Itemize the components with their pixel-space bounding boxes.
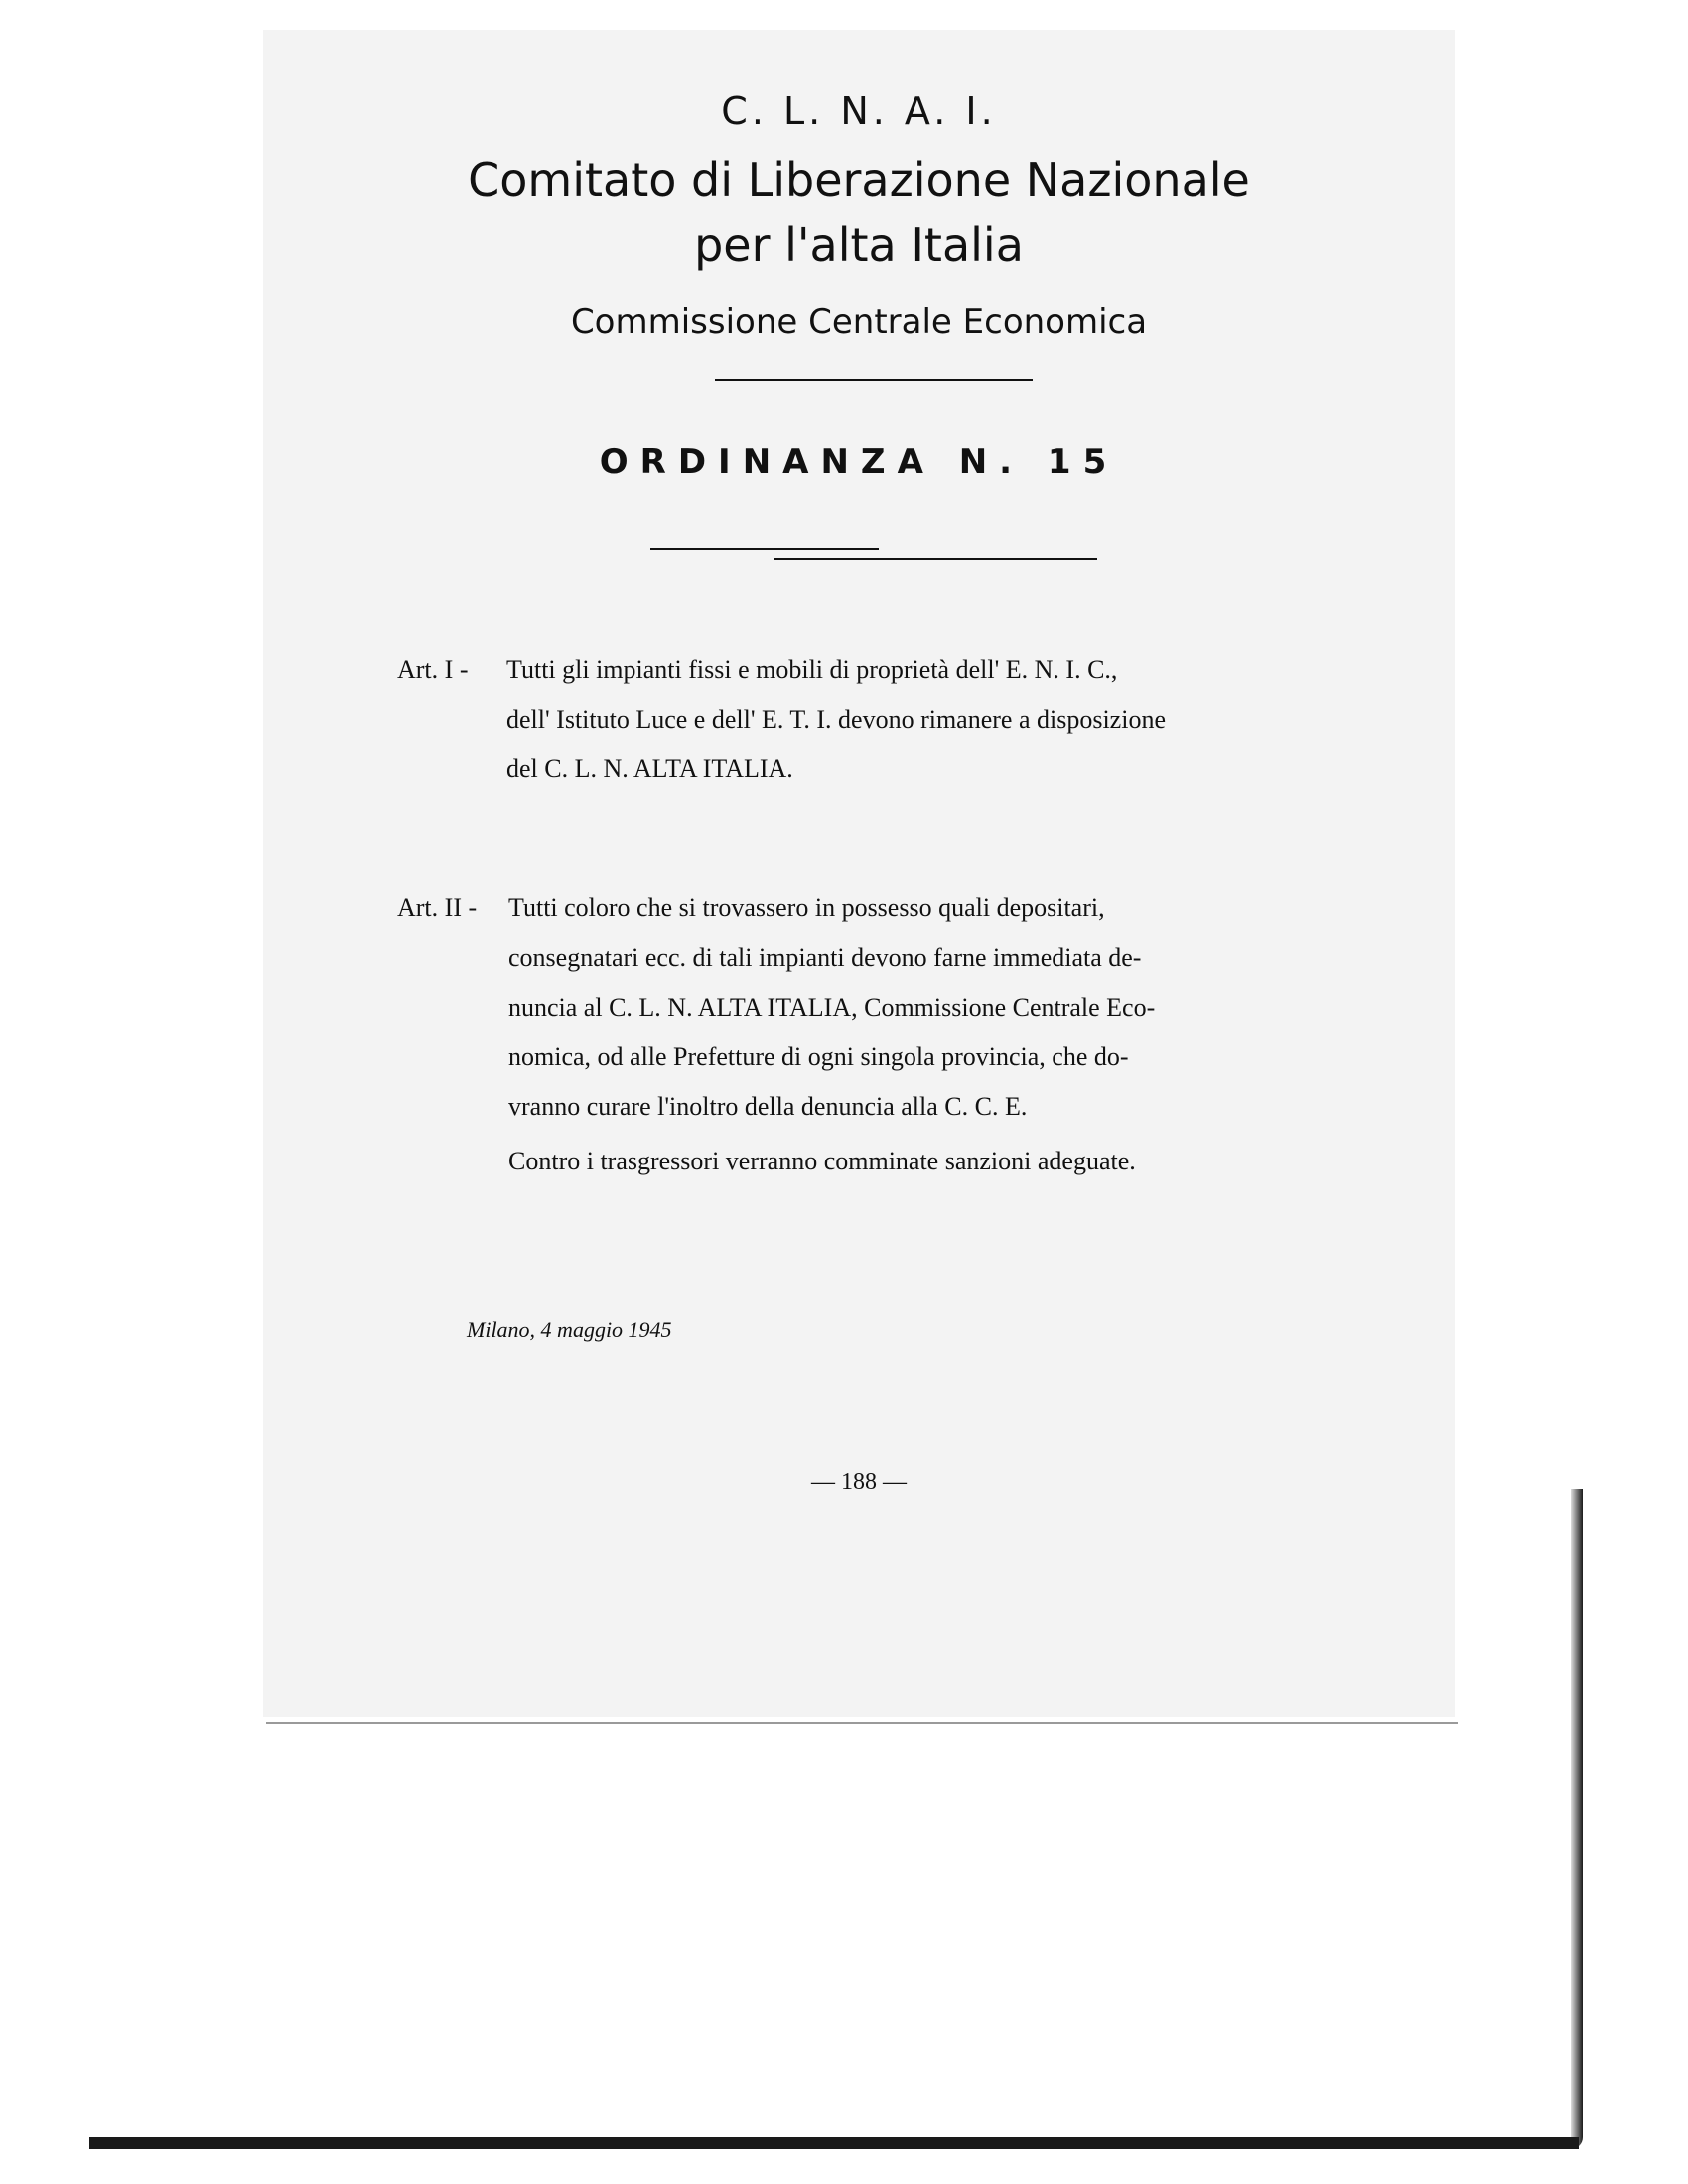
article-2-line-5: vranno curare l'inoltro della denuncia alla C. C. E.: [508, 1092, 1028, 1121]
scan-edge-line: [266, 1722, 1458, 1724]
page-number: — 188 —: [811, 1469, 907, 1495]
org-acronym: C. L. N. A. I.: [721, 89, 997, 133]
article-2-label: Art. II -: [397, 893, 478, 922]
article-1-line-3: del C. L. N. ALTA ITALIA.: [506, 754, 793, 783]
org-name-line1: Comitato di Liberazione Nazionale: [468, 153, 1250, 206]
page-edge-shadow: [1571, 1489, 1583, 2149]
article-1-label: Art. I -: [397, 655, 469, 684]
divider-rule-top: [715, 379, 1033, 381]
article-1: [397, 655, 1390, 804]
article-2-line-6: Contro i trasgressori verranno comminate sanzioni adeguate.: [508, 1147, 1136, 1175]
scanner-bottom-edge: [89, 2137, 1579, 2149]
org-name-line2: per l'alta Italia: [694, 218, 1024, 272]
commission-name: Commissione Centrale Economica: [570, 302, 1148, 341]
place-date: Milano, 4 maggio 1945: [467, 1317, 672, 1342]
ordinance-title: ORDINANZA N. 15: [599, 442, 1119, 481]
article-2-line-2: consegnatari ecc. di tali impianti devono farne immediata de-: [508, 943, 1142, 972]
article-2: [397, 893, 1390, 1221]
article-2-line-4: nomica, od alle Prefetture di ogni singola provincia, che do-: [508, 1042, 1129, 1071]
article-1-line-1: Tutti gli impianti fissi e mobili di proprietà dell' E. N. I. C.,: [506, 655, 1118, 684]
article-1-line-2: dell' Istituto Luce e dell' E. T. I. devono rimanere a disposizione: [506, 705, 1166, 734]
divider-rule-2: [774, 558, 1097, 560]
article-2-line-3: nuncia al C. L. N. ALTA ITALIA, Commissione Centrale Eco-: [508, 993, 1156, 1022]
divider-rule-1: [650, 548, 879, 550]
article-2-line-1: Tutti coloro che si trovassero in possesso quali depositari,: [508, 893, 1105, 922]
scan-background: [263, 30, 1455, 1717]
